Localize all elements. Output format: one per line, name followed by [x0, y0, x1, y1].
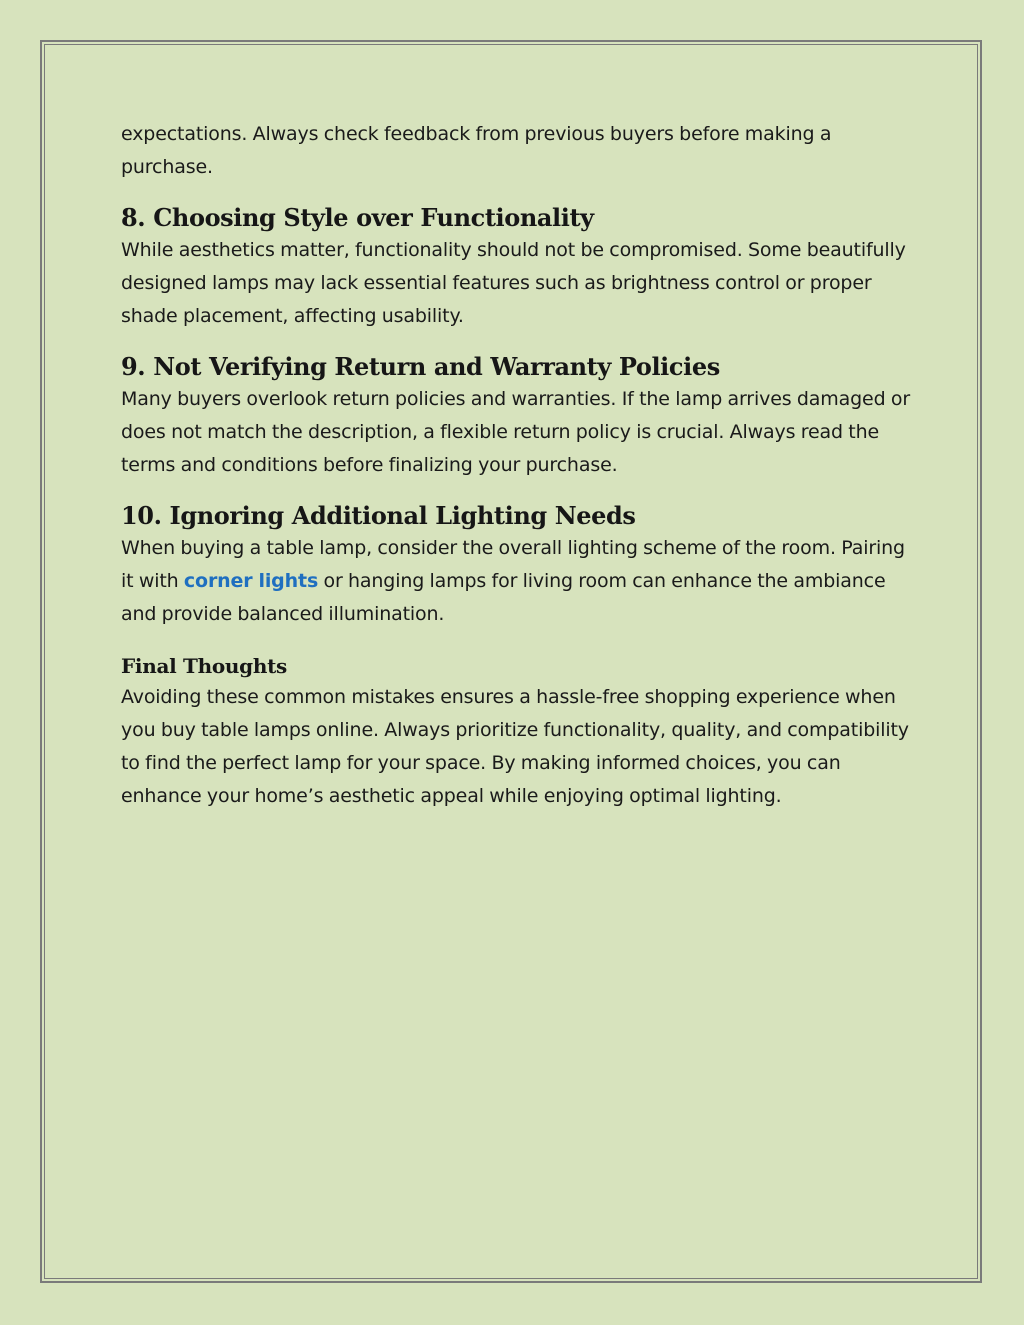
final-thoughts-paragraph: Avoiding these common mistakes ensures a hassle-free shopping experience when you buy table lamps online. Always prioritize functionality, quality, and compatibility to find the perfect lamp for your space. By making informed choices, you can enhance your home’s aesthetic appeal while enjoying optimal lighting. — [121, 686, 909, 807]
section-additional-lighting — [121, 500, 911, 631]
document-content — [121, 118, 911, 813]
section-paragraph: Many buyers overlook return policies and warranties. If the lamp arrives damaged or does not match the description, a flexible return policy is crucial. Always read the terms and conditions before finalizing your purchase. — [121, 388, 911, 476]
paragraph-text-before-link: When buying a table lamp, consider the overall lighting scheme of the room. Pairing it with — [121, 537, 905, 592]
section-return-warranty — [121, 351, 911, 482]
section-paragraph: While aesthetics matter, functionality should not be compromised. Some beautifully designed lamps may lack essential features such as brightness control or proper shade placement, affecting usability. — [121, 239, 906, 327]
section-final-thoughts — [121, 651, 911, 813]
section-paragraph — [121, 532, 911, 631]
section-heading: 9. Not Verifying Return and Warranty Policies — [121, 352, 720, 381]
intro-paragraph: expectations. Always check feedback from previous buyers before making a purchase. — [121, 123, 832, 178]
corner-lights-link[interactable]: corner lights — [183, 570, 319, 592]
paragraph-text-after-link: or hanging lamps for living room can enhance the ambiance and provide balanced illumination. — [121, 570, 886, 625]
section-heading: 8. Choosing Style over Functionality — [121, 203, 594, 232]
final-thoughts-heading: Final Thoughts — [121, 654, 287, 678]
section-style-over-functionality — [121, 202, 911, 333]
section-heading: 10. Ignoring Additional Lighting Needs — [121, 501, 636, 530]
